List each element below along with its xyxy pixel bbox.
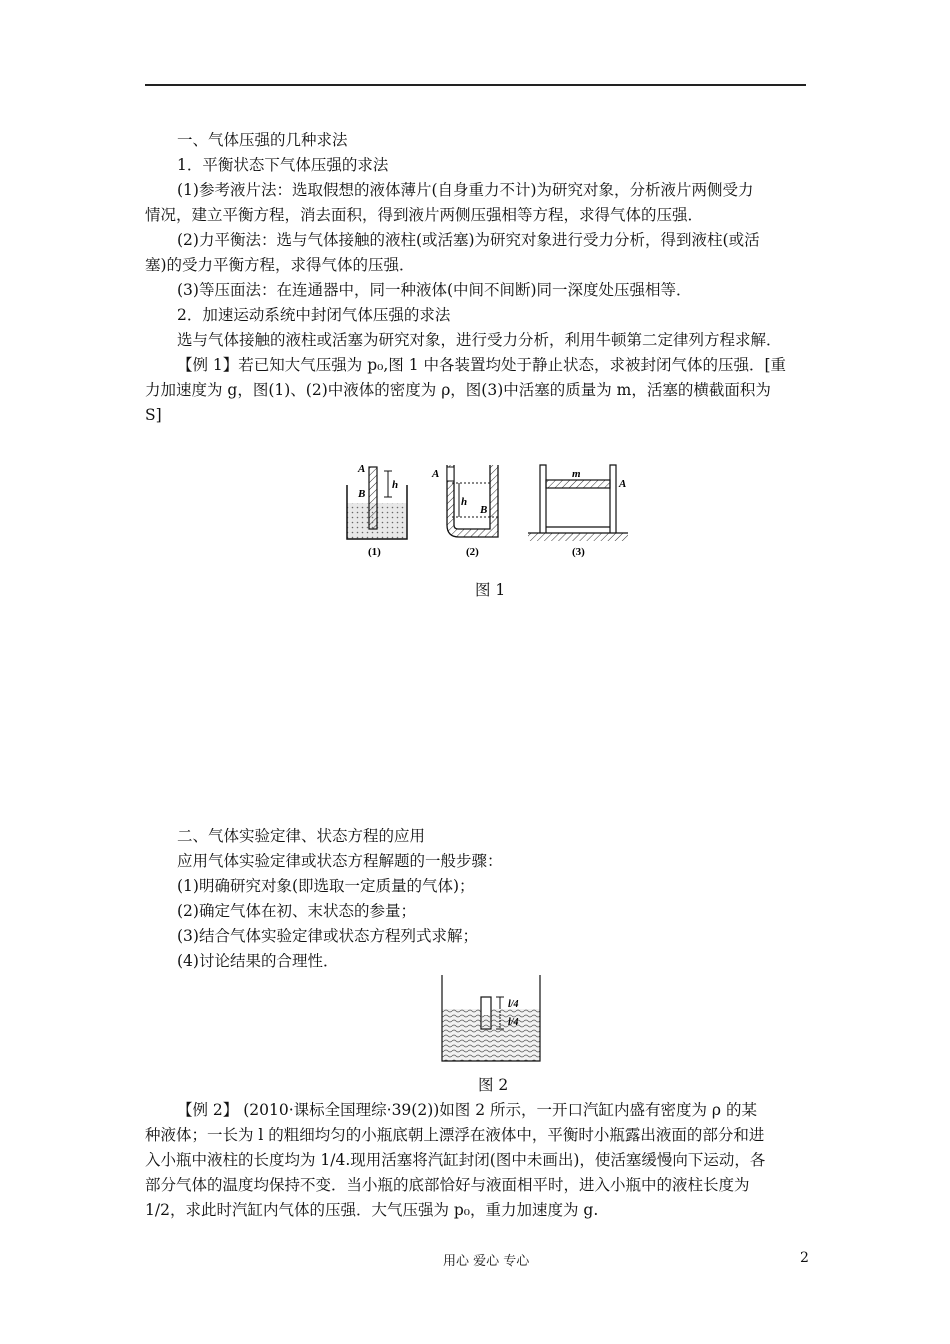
fig1-label-a: A	[358, 463, 366, 475]
footer-motto: 用心 爱心 专心	[443, 1254, 530, 1269]
example2-line4: 部分气体的温度均保持不变．当小瓶的底部恰好与液面相平时，进入小瓶中的液柱长度为	[145, 1176, 750, 1194]
method1-line1: (1)参考液片法：选取假想的液体薄片(自身重力不计)为研究对象，分析液片两侧受力	[177, 181, 754, 199]
step-4: (4)讨论结果的合理性．	[177, 952, 339, 970]
fig2-label-h: h	[461, 496, 468, 508]
example1-line1: 【例 1】若已知大气压强为 p₀,图 1 中各装置均处于静止状态，求被封闭气体的压强．[重	[177, 356, 787, 374]
header-rule	[145, 84, 806, 86]
example1-line2: 力加速度为 g，图(1)、(2)中液体的密度为 ρ，图(3)中活塞的质量为 m，活塞的横截面积为	[145, 381, 771, 399]
fig2-label-bottom: l/4	[508, 1017, 519, 1028]
step-2: (2)确定气体在初、末状态的参量；	[177, 902, 416, 920]
fig2-label-b: B	[480, 504, 488, 516]
method2-line1: (2)力平衡法：选与气体接触的液柱(或活塞)为研究对象进行受力分析，得到液柱(或活	[177, 231, 760, 249]
fig2-label-top: l/4	[508, 999, 519, 1010]
figure2-caption: 图 2	[478, 1076, 509, 1094]
figure2-diagram	[436, 973, 546, 1065]
subheading-2: 2．加速运动系统中封闭气体压强的求法	[177, 306, 451, 324]
section1-heading: 一、气体压强的几种求法	[177, 131, 348, 149]
fig3-label-m: m	[572, 468, 581, 480]
fig1-part3-label: (3)	[572, 546, 585, 558]
section2-heading: 二、气体实验定律、状态方程的应用	[177, 827, 426, 845]
example2-line1: 【例 2】 (2010·课标全国理综·39(2))如图 2 所示，一开口汽缸内盛有密度为 ρ 的某	[177, 1101, 757, 1119]
step-3: (3)结合气体实验定律或状态方程列式求解；	[177, 927, 478, 945]
section2-intro: 应用气体实验定律或状态方程解题的一般步骤：	[177, 852, 503, 870]
subheading-2-text: 选与气体接触的液柱或活塞为研究对象，进行受力分析，利用牛顿第二定律列方程求解．	[177, 331, 782, 349]
fig1-part2-label: (2)	[466, 546, 479, 558]
step-1: (1)明确研究对象(即选取一定质量的气体)；	[177, 877, 475, 895]
method1-line2: 情况，建立平衡方程，消去面积，得到液片两侧压强相等方程，求得气体的压强．	[145, 206, 704, 224]
method3: (3)等压面法：在连通器中，同一种液体(中间不间断)同一深度处压强相等．	[177, 281, 692, 299]
figure1-diagram	[340, 455, 640, 565]
figure1-caption: 图 1	[475, 581, 506, 599]
fig2-label-a: A	[432, 468, 440, 480]
page-number: 2	[800, 1250, 809, 1266]
fig3-label-a: A	[619, 478, 627, 490]
example2-line5: 1/2，求此时汽缸内气体的压强．大气压强为 p₀，重力加速度为 g.	[145, 1201, 599, 1219]
method2-line2: 塞)的受力平衡方程，求得气体的压强．	[145, 256, 415, 274]
fig1-label-b: B	[358, 488, 366, 500]
example2-line3: 入小瓶中液柱的长度均为 1/4.现用活塞将汽缸封闭(图中未画出)，使活塞缓慢向下运动，各	[145, 1151, 766, 1169]
fig1-label-h: h	[392, 479, 399, 491]
example1-line3: S]	[145, 406, 162, 424]
example2-line2: 种液体；一长为 l 的粗细均匀的小瓶底朝上漂浮在液体中，平衡时小瓶露出液面的部分和进	[145, 1126, 765, 1144]
subheading-1: 1．平衡状态下气体压强的求法	[177, 156, 389, 174]
fig1-part1-label: (1)	[368, 546, 381, 558]
